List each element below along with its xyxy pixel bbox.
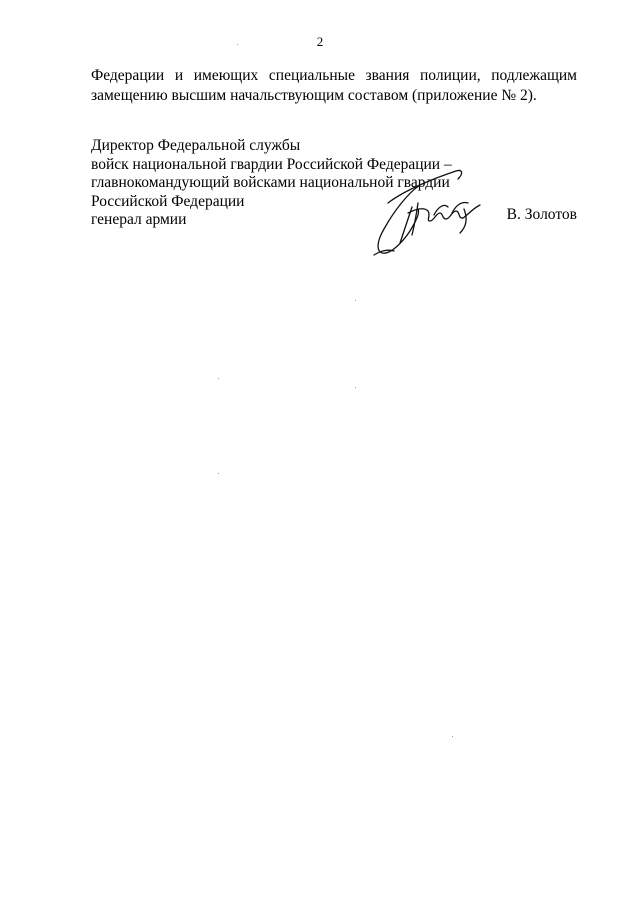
- paragraph-line-2: замещению высшим начальствующим составом (приложение № 2).: [91, 87, 537, 104]
- signatory-title-line-4: Российской Федерации: [91, 192, 245, 210]
- scan-speck: [218, 473, 219, 474]
- scan-speck: [355, 387, 356, 388]
- signatory-title-line-1: Директор Федеральной службы: [91, 137, 301, 154]
- page-number: 2: [316, 34, 324, 49]
- paragraph-line-1: Федерации и имеющих специальные звания полиции, подлежащим: [91, 67, 577, 84]
- scan-speck: [355, 300, 356, 301]
- body-paragraph: [91, 66, 577, 106]
- signer-name: В. Золотов: [506, 206, 577, 223]
- signatory-rank: генерал армии: [91, 211, 187, 229]
- scan-speck: [452, 736, 453, 737]
- signatory-title-line-3: главнокомандующий войсками национальной гвардии: [91, 174, 450, 192]
- scan-speck: [218, 378, 219, 379]
- signatory-title-line-2: войск национальной гвардии Российской Федерации –: [91, 155, 452, 173]
- signatory-title-block: [91, 137, 577, 230]
- scan-speck: [237, 44, 238, 45]
- handwritten-signature: [368, 163, 488, 263]
